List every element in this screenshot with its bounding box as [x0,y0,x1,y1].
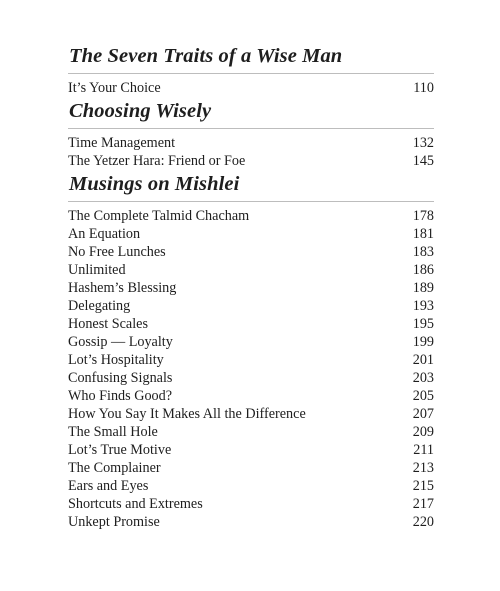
toc-entry[interactable] [68,134,434,152]
section-divider [68,201,434,202]
toc-entry[interactable] [68,351,434,369]
entry-title: Delegating [68,298,131,314]
entry-page-number: 209 [412,424,434,440]
entry-page-number: 211 [413,442,434,458]
toc-entry[interactable] [68,459,434,477]
entry-title: Hashem’s Blessing [68,280,177,296]
entry-page-number: 132 [412,135,434,151]
entry-page-number: 178 [412,208,434,224]
entry-page-number: 213 [412,460,434,476]
entry-page-number: 145 [412,153,434,169]
entry-title: The Small Hole [68,424,158,440]
toc-entry[interactable] [68,261,434,279]
entry-page-number: 207 [412,406,434,422]
entry-page-number: 193 [412,298,434,314]
entry-title: It’s Your Choice [68,80,161,96]
entry-title: The Yetzer Hara: Friend or Foe [68,153,246,169]
toc-entry[interactable] [68,152,434,170]
entry-page-number: 181 [412,226,434,242]
entry-page-number: 183 [412,244,434,260]
section-divider [68,73,434,74]
entry-list [68,79,434,97]
section-title: The Seven Traits of a Wise Man [69,45,343,67]
entry-list [68,207,434,531]
toc-entry[interactable] [68,315,434,333]
entry-page-number: 195 [412,316,434,332]
entry-page-number: 199 [412,334,434,350]
entry-page-number: 205 [412,388,434,404]
entry-page-number: 110 [413,80,434,96]
entry-title: Time Management [68,135,176,151]
toc-entry[interactable] [68,369,434,387]
entry-title: Unkept Promise [68,514,160,530]
entry-title: Ears and Eyes [68,478,149,494]
toc-entry[interactable] [68,423,434,441]
toc-entry[interactable] [68,297,434,315]
entry-page-number: 217 [412,496,434,512]
entry-page-number: 186 [412,262,434,278]
entry-title: The Complainer [68,460,161,476]
entry-title: Shortcuts and Extremes [68,496,203,512]
entry-page-number: 189 [412,280,434,296]
section-title: Musings on Mishlei [69,173,240,195]
toc-entry[interactable] [68,333,434,351]
entry-title: An Equation [68,226,141,242]
entry-page-number: 201 [412,352,434,368]
toc-entry[interactable] [68,405,434,423]
entry-page-number: 203 [412,370,434,386]
toc-entry[interactable] [68,387,434,405]
entry-title: Gossip — Loyalty [68,334,173,350]
toc-entry[interactable] [68,441,434,459]
toc-entry[interactable] [68,513,434,531]
entry-title: Confusing Signals [68,370,173,386]
entry-list [68,134,434,170]
toc-entry[interactable] [68,279,434,297]
entry-title: The Complete Talmid Chacham [68,208,250,224]
toc-entry[interactable] [68,207,434,225]
entry-title: Lot’s True Motive [68,442,172,458]
entry-title: Lot’s Hospitality [68,352,164,368]
table-of-contents [68,44,434,533]
entry-page-number: 220 [412,514,434,530]
entry-page-number: 215 [412,478,434,494]
toc-section [68,44,434,97]
entry-title: Honest Scales [68,316,148,332]
entry-title: Who Finds Good? [68,388,173,404]
entry-title: Unlimited [68,262,126,278]
toc-section [68,99,434,170]
entry-title: How You Say It Makes All the Difference [68,406,306,422]
entry-title: No Free Lunches [68,244,166,260]
section-title: Choosing Wisely [69,100,212,122]
toc-entry[interactable] [68,495,434,513]
toc-entry[interactable] [68,243,434,261]
toc-entry[interactable] [68,225,434,243]
toc-entry[interactable] [68,477,434,495]
toc-section [68,172,434,531]
section-divider [68,128,434,129]
toc-entry[interactable] [68,79,434,97]
